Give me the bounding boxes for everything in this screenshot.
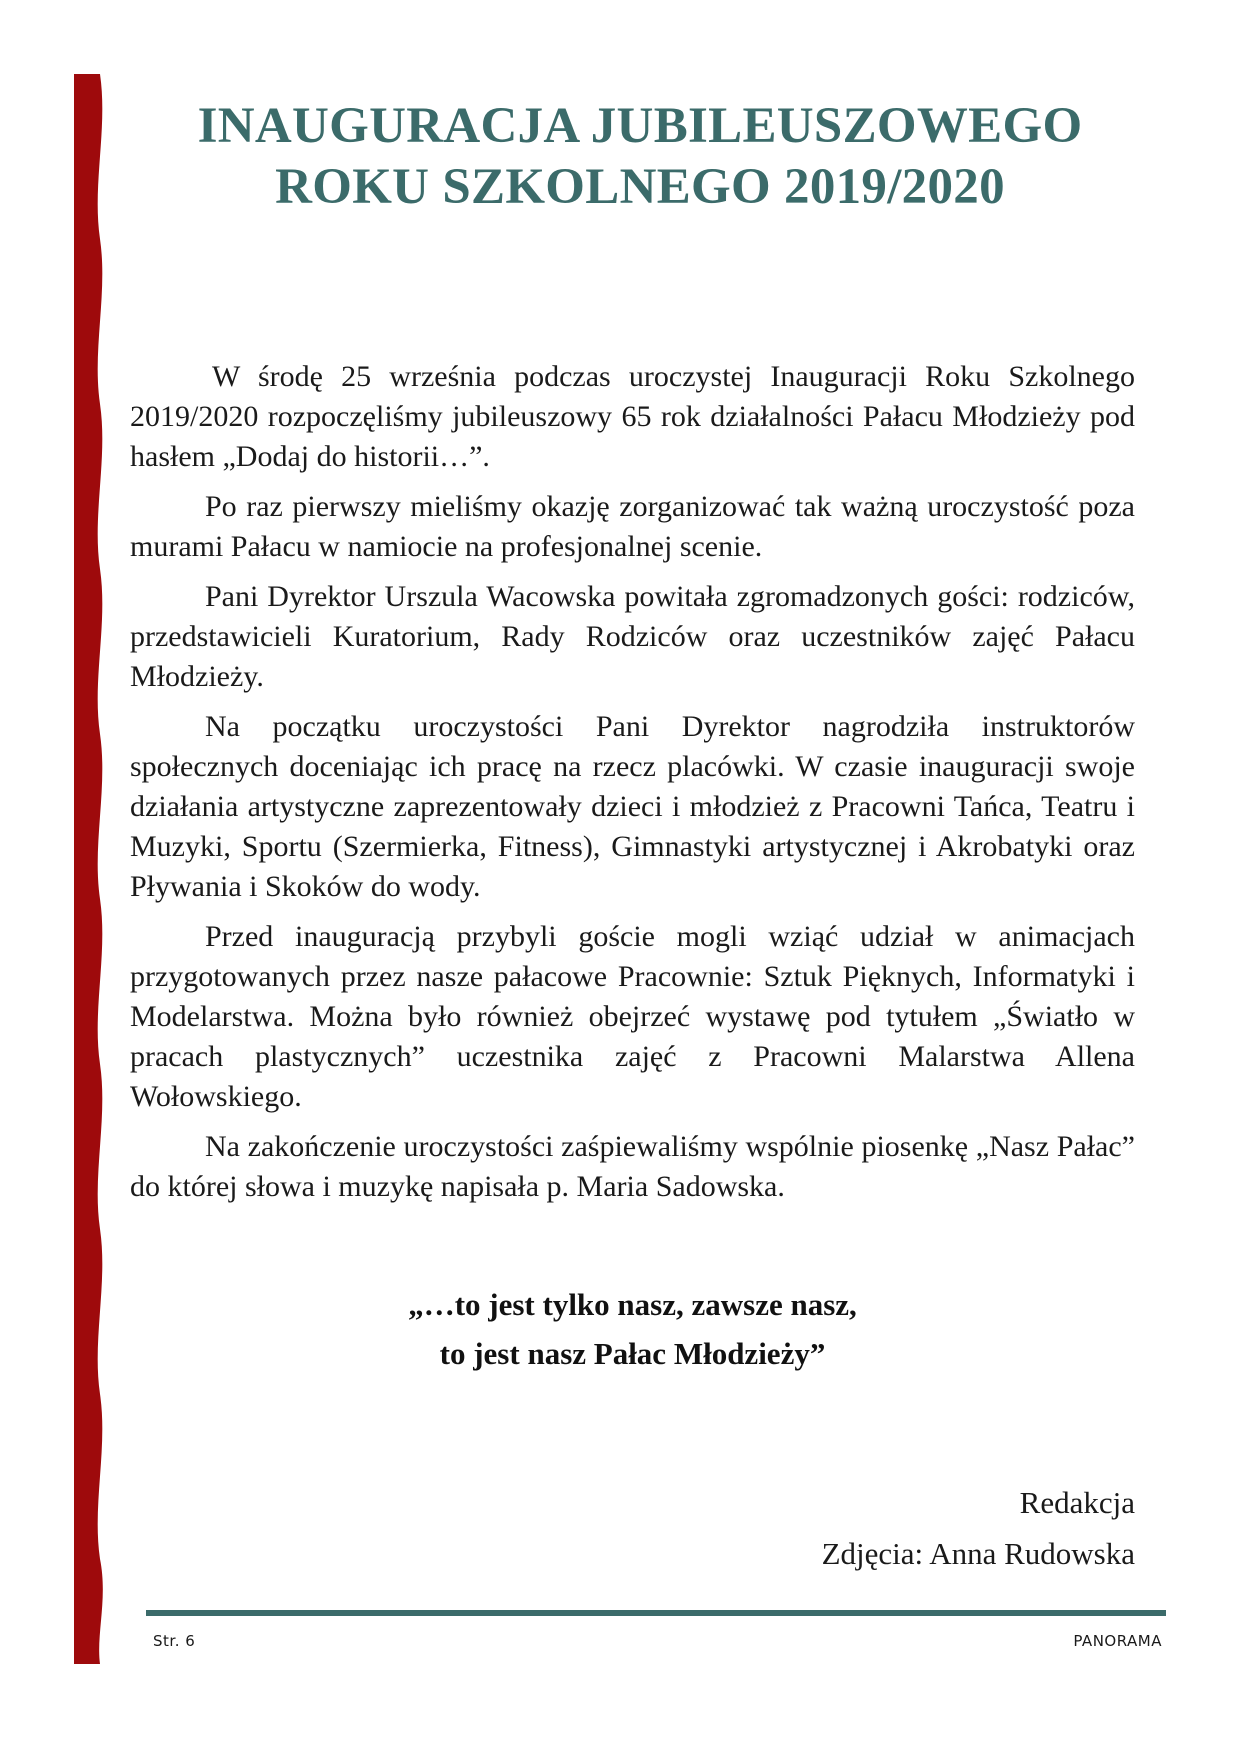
paragraph-4: Na początku uroczystości Pani Dyrektor nagrodziła instruktorów społecznych doceniając ich pracę na rzecz placówki. W czasie inauguracji swoje działania artystyczne zaprezentowały dzieci i młodzież z Pracowni Tańca, Teatru i Muzyki, Sportu (Szermierka, Fitness), Gimnastyki artystycznej i Akrobatyki oraz Pływania i Skoków do wody.: [130, 710, 1135, 903]
signature-editorial: Redakcja: [1019, 1485, 1135, 1520]
song-quote-line-1: „…to jest tylko nasz, zawsze nasz,: [408, 1287, 857, 1322]
article-signature: [600, 1477, 1135, 1579]
song-quote-line-2: to jest nasz Pałac Młodzieży”: [439, 1336, 826, 1371]
signature-photos: Zdjęcia: Anna Rudowska: [821, 1536, 1135, 1571]
article-title: [120, 96, 1160, 218]
song-quote: [130, 1280, 1135, 1378]
article-body: [130, 357, 1135, 1217]
decorative-red-border: [74, 74, 108, 1664]
paragraph-5: Przed inauguracją przybyli goście mogli wziąć udział w animacjach przygotowanych przez nasze pałacowe Pracownie: Sztuk Pięknych, Informatyki i Modelarstwa. Można było również obejrzeć wystawę pod tytułem „Światło w pracach plastycznych” uczestnika zajęć z Pracowni Malarstwa Allena Wołowskiego.: [130, 920, 1135, 1113]
footer-magazine-name: PANORAMA: [1073, 1632, 1162, 1650]
paragraph-1: W środę 25 września podczas uroczystej Inauguracji Roku Szkolnego 2019/2020 rozpoczęliśmy jubileuszowy 65 rok działalności Pałacu Młodzieży pod hasłem „Dodaj do historii…”.: [130, 360, 1135, 473]
red-wave-band: [74, 74, 103, 1664]
paragraph-3: Pani Dyrektor Urszula Wacowska powitała zgromadzonych gości: rodziców, przedstawicieli Kuratorium, Rady Rodziców oraz uczestników zajęć Pałacu Młodzieży.: [130, 580, 1135, 693]
footer-page-number: Str. 6: [153, 1632, 196, 1650]
paragraph-2: Po raz pierwszy mieliśmy okazję zorganizować tak ważną uroczystość poza murami Pałacu w namiocie na profesjonalnej scenie.: [130, 490, 1135, 563]
footer-divider: [146, 1610, 1166, 1616]
article-title-line-2: ROKU SZKOLNEGO 2019/2020: [275, 159, 1005, 215]
paragraph-6: Na zakończenie uroczystości zaśpiewaliśmy wspólnie piosenkę „Nasz Pałac” do której słowa i muzykę napisała p. Maria Sadowska.: [130, 1130, 1135, 1203]
article-title-line-1: INAUGURACJA JUBILEUSZOWEGO: [197, 98, 1083, 154]
